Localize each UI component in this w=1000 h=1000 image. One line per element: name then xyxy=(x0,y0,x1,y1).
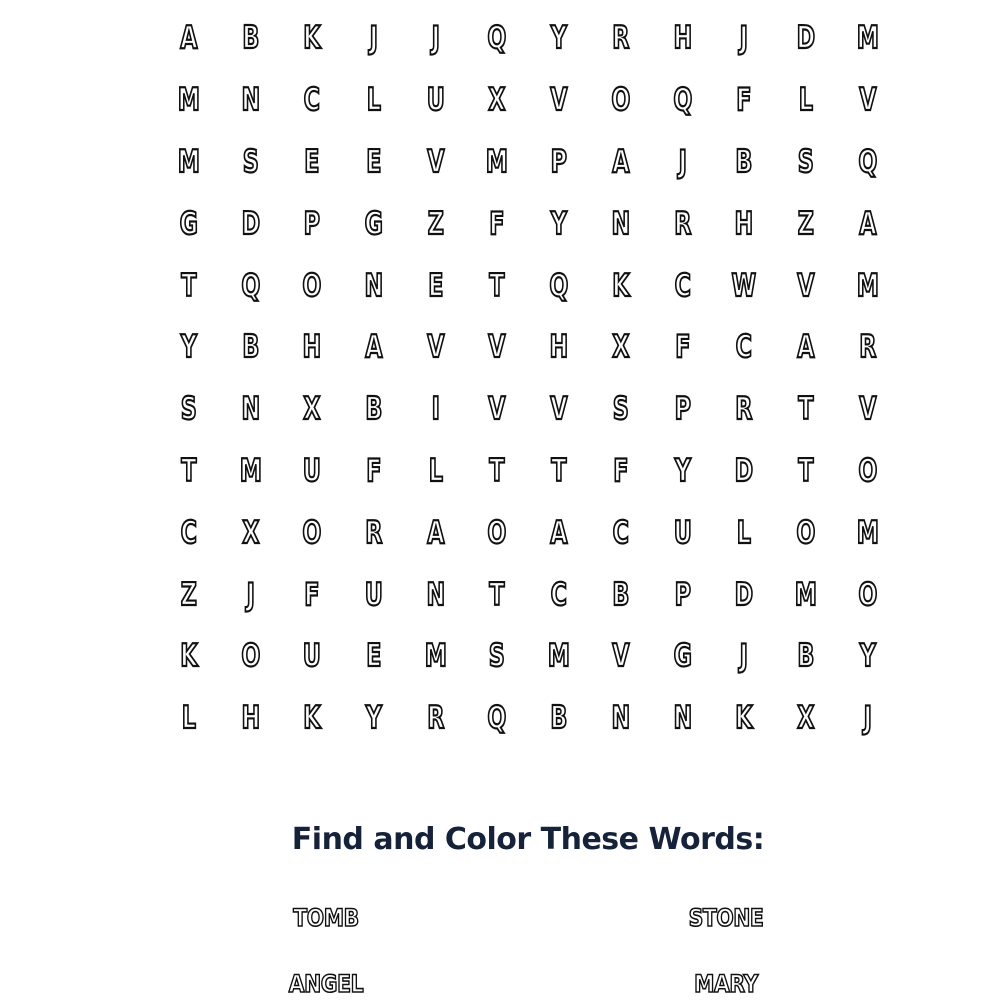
grid-letter-cell[interactable]: Q xyxy=(672,82,692,119)
grid-letter-cell[interactable]: R xyxy=(858,329,877,366)
grid-letter-cell[interactable]: T xyxy=(551,452,567,489)
grid-letter-cell[interactable]: L xyxy=(798,82,813,119)
grid-letter-cell[interactable]: A xyxy=(858,205,877,242)
grid-letter-cell[interactable]: O xyxy=(611,82,631,119)
word-item: ANGEL xyxy=(288,970,364,998)
grid-letter-cell[interactable]: U xyxy=(364,576,383,613)
grid-letter-cell[interactable]: L xyxy=(428,452,443,489)
grid-letter-cell[interactable]: F xyxy=(489,205,505,242)
grid-letter-cell[interactable]: H xyxy=(241,700,260,737)
grid-letter-cell[interactable]: M xyxy=(239,452,262,489)
grid-letter-cell[interactable]: B xyxy=(612,576,630,613)
grid-letter-cell[interactable]: A xyxy=(365,329,383,366)
grid-letter-cell[interactable]: N xyxy=(672,700,692,737)
grid-letter-cell[interactable]: Z xyxy=(797,205,814,242)
grid-letter-cell[interactable]: N xyxy=(241,391,260,428)
grid-letter-cell[interactable]: T xyxy=(181,452,197,489)
grid-letter-cell[interactable]: N xyxy=(241,82,260,119)
grid-letter-cell[interactable]: J xyxy=(678,143,687,180)
grid-letter-cell[interactable]: H xyxy=(734,205,754,242)
grid-letter-cell[interactable]: B xyxy=(242,20,260,57)
grid-letter-cell[interactable]: M xyxy=(177,143,200,180)
grid-letter-cell[interactable]: J xyxy=(739,20,749,57)
grid-letter-cell[interactable]: T xyxy=(489,267,505,304)
grid-letter-cell[interactable]: P xyxy=(674,391,691,428)
grid-letter-cell[interactable]: X xyxy=(241,514,260,551)
grid-letter-cell[interactable]: B xyxy=(242,329,260,366)
grid-letter-cell[interactable]: F xyxy=(613,452,629,489)
grid-letter-cell[interactable]: B xyxy=(797,638,815,675)
grid-letter-cell[interactable]: G xyxy=(364,205,384,242)
grid-letter-cell[interactable]: X xyxy=(612,329,630,366)
grid-letter-cell[interactable]: M xyxy=(794,576,817,613)
grid-letter-cell[interactable]: N xyxy=(364,267,384,304)
grid-letter-cell[interactable]: Y xyxy=(550,20,568,57)
grid-letter-cell[interactable]: H xyxy=(549,329,569,366)
grid-letter-cell[interactable]: V xyxy=(426,329,445,366)
grid-letter-cell[interactable]: Z xyxy=(180,576,197,613)
grid-letter-cell[interactable]: J xyxy=(369,20,379,57)
grid-letter-cell[interactable]: J xyxy=(739,638,749,675)
grid-letter-cell[interactable]: G xyxy=(673,638,692,675)
grid-letter-cell[interactable]: K xyxy=(303,20,321,57)
grid-letter-cell[interactable]: O xyxy=(857,576,877,613)
grid-letter-cell[interactable]: M xyxy=(547,638,571,675)
grid-letter-cell[interactable]: M xyxy=(177,82,200,119)
grid-letter-cell[interactable]: B xyxy=(735,143,753,180)
grid-letter-cell[interactable]: M xyxy=(486,143,509,180)
grid-letter-cell[interactable]: M xyxy=(856,267,879,304)
grid-letter-cell[interactable]: A xyxy=(550,514,568,551)
grid-letter-cell[interactable]: X xyxy=(488,82,506,119)
grid-letter-cell[interactable]: C xyxy=(304,82,321,119)
grid-letter-cell[interactable]: O xyxy=(241,638,261,675)
grid-letter-cell[interactable]: X xyxy=(303,391,321,428)
grid-letter-cell[interactable]: O xyxy=(796,514,816,551)
grid-letter-cell[interactable]: I xyxy=(431,391,440,428)
grid-letter-cell[interactable]: O xyxy=(487,514,507,551)
grid-letter-cell[interactable]: G xyxy=(179,205,199,242)
grid-letter-cell[interactable]: K xyxy=(612,267,630,304)
grid-letter-cell[interactable]: H xyxy=(302,329,322,366)
grid-letter-cell[interactable]: R xyxy=(735,391,753,428)
grid-letter-cell[interactable]: O xyxy=(857,452,877,489)
grid-letter-cell[interactable]: C xyxy=(180,514,198,551)
word-item: MARY xyxy=(694,970,758,998)
grid-letter-cell[interactable]: B xyxy=(550,700,568,737)
grid-letter-cell[interactable]: L xyxy=(366,82,382,119)
grid-letter-cell[interactable]: C xyxy=(735,329,753,366)
grid-letter-cell[interactable]: R xyxy=(673,205,691,242)
grid-letter-cell[interactable]: S xyxy=(180,391,197,428)
grid-letter-cell[interactable]: A xyxy=(797,329,815,366)
grid-letter-cell[interactable]: L xyxy=(181,700,196,737)
grid-letter-cell[interactable]: F xyxy=(736,82,752,119)
grid-letter-cell[interactable]: V xyxy=(550,82,568,119)
grid-letter-cell[interactable]: F xyxy=(304,576,320,613)
grid-letter-cell[interactable]: Z xyxy=(427,205,444,242)
grid-letter-cell[interactable]: J xyxy=(246,576,255,613)
grid-letter-cell[interactable]: K xyxy=(303,700,321,737)
grid-letter-cell[interactable]: Y xyxy=(365,700,382,737)
grid-letter-cell[interactable]: V xyxy=(612,638,630,675)
grid-letter-cell[interactable]: D xyxy=(241,205,260,242)
grid-letter-cell[interactable]: N xyxy=(611,700,630,737)
grid-letter-cell[interactable]: J xyxy=(863,700,872,737)
grid-letter-cell[interactable]: S xyxy=(242,143,259,180)
grid-letter-cell[interactable]: K xyxy=(735,700,753,737)
grid-letter-cell[interactable]: N xyxy=(426,576,445,613)
grid-letter-cell[interactable]: P xyxy=(550,143,568,180)
grid-letter-cell[interactable]: Q xyxy=(549,267,569,304)
grid-letter-cell[interactable]: T xyxy=(181,267,197,304)
grid-letter-cell[interactable]: U xyxy=(426,82,445,119)
grid-letter-cell[interactable]: A xyxy=(612,143,630,180)
grid-letter-cell[interactable]: O xyxy=(302,514,322,551)
grid-letter-cell[interactable]: V xyxy=(858,82,877,119)
grid-letter-cell[interactable]: S xyxy=(489,638,506,675)
grid-letter-cell[interactable]: M xyxy=(856,20,879,57)
grid-letter-cell[interactable]: V xyxy=(488,329,506,366)
grid-letter-cell[interactable]: E xyxy=(427,267,444,304)
grid-letter-cell[interactable]: V xyxy=(426,143,445,180)
grid-letter-cell[interactable]: Y xyxy=(550,205,568,242)
letter-grid xyxy=(158,8,898,750)
grid-letter-cell[interactable]: H xyxy=(672,20,692,57)
grid-letter-cell[interactable]: V xyxy=(858,391,877,428)
grid-letter-cell[interactable]: P xyxy=(674,576,691,613)
grid-letter-cell[interactable]: R xyxy=(365,514,383,551)
grid-letter-cell[interactable]: E xyxy=(366,638,382,675)
grid-letter-cell[interactable]: Q xyxy=(857,143,877,180)
word-item: TOMB xyxy=(293,904,359,932)
grid-letter-cell[interactable]: U xyxy=(303,638,322,675)
grid-letter-cell[interactable]: N xyxy=(611,205,630,242)
grid-letter-cell[interactable]: T xyxy=(798,452,814,489)
grid-letter-cell[interactable]: C xyxy=(674,267,691,304)
grid-letter-cell[interactable]: D xyxy=(796,20,815,57)
grid-letter-cell[interactable]: F xyxy=(366,452,382,489)
grid-letter-cell[interactable]: T xyxy=(798,391,814,428)
word-item: STONE xyxy=(688,904,764,932)
grid-letter-cell[interactable]: Y xyxy=(859,638,876,675)
grid-letter-cell[interactable]: T xyxy=(489,576,505,613)
grid-letter-cell[interactable]: R xyxy=(612,20,630,57)
grid-letter-cell[interactable]: X xyxy=(797,700,815,737)
grid-letter-cell[interactable]: W xyxy=(731,267,757,304)
grid-letter-cell[interactable]: M xyxy=(424,638,447,675)
grid-letter-cell[interactable]: D xyxy=(734,452,754,489)
grid-letter-cell[interactable]: V xyxy=(550,391,568,428)
grid-letter-cell[interactable]: Q xyxy=(487,700,507,737)
grid-letter-cell[interactable]: B xyxy=(365,391,383,428)
grid-letter-cell[interactable]: V xyxy=(797,267,815,304)
grid-letter-cell[interactable]: F xyxy=(674,329,690,366)
grid-letter-cell[interactable]: Y xyxy=(180,329,197,366)
grid-letter-cell[interactable]: A xyxy=(180,20,198,57)
grid-letter-cell[interactable]: U xyxy=(303,452,322,489)
grid-letter-cell[interactable]: T xyxy=(489,452,505,489)
grid-letter-cell[interactable]: O xyxy=(302,267,322,304)
grid-letter-cell[interactable]: P xyxy=(304,205,321,242)
grid-letter-cell[interactable]: V xyxy=(488,391,506,428)
grid-letter-cell[interactable]: E xyxy=(304,143,320,180)
grid-letter-cell[interactable]: S xyxy=(797,143,814,180)
grid-letter-cell[interactable]: E xyxy=(366,143,382,180)
grid-letter-cell[interactable]: C xyxy=(612,514,629,551)
grid-letter-cell[interactable]: L xyxy=(736,514,752,551)
grid-letter-cell[interactable]: D xyxy=(734,576,754,613)
word-list xyxy=(0,898,1000,1000)
grid-letter-cell[interactable]: J xyxy=(431,20,440,57)
grid-letter-cell[interactable]: C xyxy=(550,576,568,613)
grid-letter-cell[interactable]: S xyxy=(612,391,629,428)
grid-letter-cell[interactable]: A xyxy=(426,514,445,551)
grid-letter-cell[interactable]: K xyxy=(180,638,198,675)
grid-letter-cell[interactable]: Y xyxy=(674,452,691,489)
grid-letter-cell[interactable]: Q xyxy=(487,20,507,57)
grid-letter-cell[interactable]: U xyxy=(673,514,692,551)
grid-letter-cell[interactable]: Q xyxy=(241,267,261,304)
word-list-heading: Find and Color These Words: xyxy=(291,822,765,857)
grid-letter-cell[interactable]: M xyxy=(856,514,879,551)
grid-letter-cell[interactable]: R xyxy=(426,700,445,737)
